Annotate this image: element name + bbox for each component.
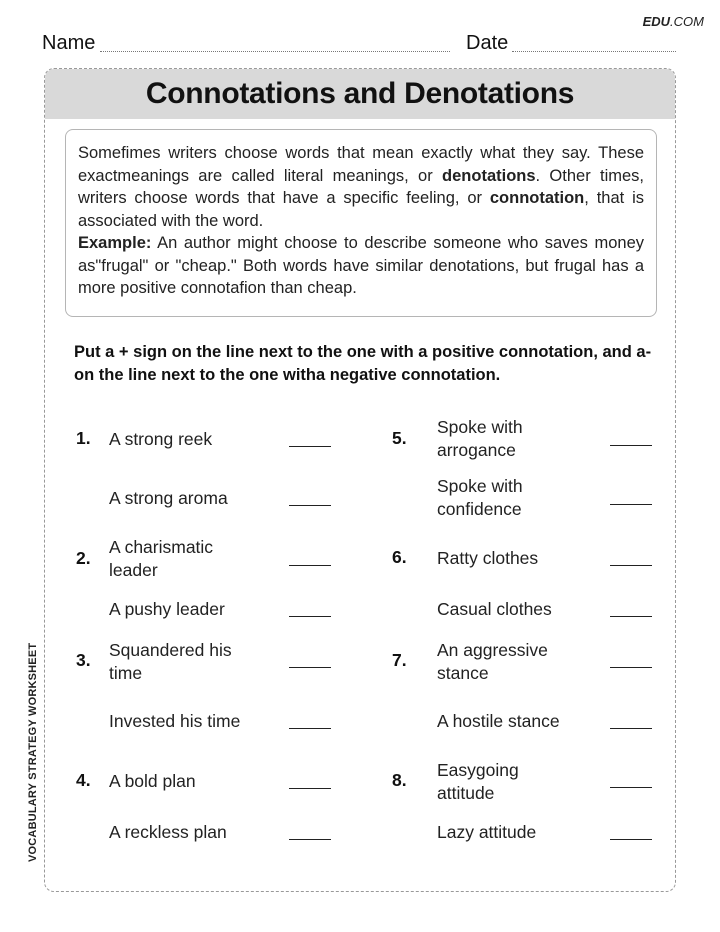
example-paragraph xyxy=(78,232,644,300)
item-1a: A strong reek xyxy=(109,429,213,449)
item-6a: Ratty clothes xyxy=(437,548,539,568)
item-number-6: 6. xyxy=(392,547,407,567)
item-number-2: 2. xyxy=(76,548,91,568)
answer-line-6a[interactable] xyxy=(610,565,652,566)
item-number-3: 3. xyxy=(76,650,91,670)
item-4b: A reckless plan xyxy=(109,822,227,842)
date-line[interactable] xyxy=(512,51,676,52)
answer-line-2a[interactable] xyxy=(289,565,331,566)
term-connotation: connotation xyxy=(489,189,585,207)
answer-line-2b[interactable] xyxy=(289,616,331,617)
answer-line-4a[interactable] xyxy=(289,788,331,789)
item-1b: A strong aroma xyxy=(109,488,228,508)
term-denotations: denotations xyxy=(442,166,536,185)
item-7b: A hostile stance xyxy=(437,711,560,731)
answer-line-5a[interactable] xyxy=(610,445,652,446)
item-number-8: 8. xyxy=(392,770,407,790)
item-number-4: 4. xyxy=(76,770,91,790)
instructions: Put a + sign on the line next to the one with a positive connotation, and a- on the line next to the one witha negative connotation. xyxy=(74,343,652,384)
item-number-5: 5. xyxy=(392,428,407,448)
date-label: Date xyxy=(466,32,509,54)
example-label: Example: xyxy=(78,234,152,252)
intro-text-3: , that is associated with the word. xyxy=(78,189,644,230)
answer-line-6b[interactable] xyxy=(610,616,652,617)
item-5a: Spoke with arrogance xyxy=(437,417,523,460)
name-line[interactable] xyxy=(100,51,450,52)
page-title: Connotations and Denotations xyxy=(145,77,575,110)
brand-logo xyxy=(643,14,704,29)
item-7a: An aggressive stance xyxy=(437,640,548,683)
item-4a: A bold plan xyxy=(109,771,196,791)
item-8a: Easygoing attitude xyxy=(437,760,519,803)
answer-line-3a[interactable] xyxy=(289,667,331,668)
answer-line-7a[interactable] xyxy=(610,667,652,668)
intro-text-1: Somefimes writers choose words that mean exactly what they say. These exactmeanings are called literal meanings, or xyxy=(78,144,644,185)
answer-line-1b[interactable] xyxy=(289,505,331,506)
worksheet-frame xyxy=(44,68,676,892)
item-2a: A charismatic leader xyxy=(109,537,214,580)
brand-rest: .COM xyxy=(670,14,704,29)
answer-line-1a[interactable] xyxy=(289,446,331,447)
item-3a: Squandered his time xyxy=(109,640,232,683)
answer-line-8b[interactable] xyxy=(610,839,652,840)
item-6b: Casual clothes xyxy=(437,599,552,619)
answer-line-4b[interactable] xyxy=(289,839,331,840)
intro-text-2: . Other times, writers choose words that have a specific feeling, or xyxy=(78,166,645,207)
item-3b: Invested his time xyxy=(109,711,241,731)
item-2b: A pushy leader xyxy=(109,599,225,619)
item-5b: Spoke with confidence xyxy=(437,476,523,519)
item-number-1: 1. xyxy=(76,428,91,448)
name-label: Name xyxy=(42,32,96,54)
example-text: An author might choose to describe someone who saves money as"frugal" or "cheap." Both words have similar denotations, but frugal has a more positive connotafion than cheap. xyxy=(78,234,644,297)
intro-paragraph xyxy=(78,142,644,232)
brand-bold: EDU xyxy=(642,14,671,29)
sidebar-label: VOCABULARY STRATEGY WORKSHEET xyxy=(27,642,39,862)
title-bar xyxy=(45,69,675,119)
intro-box xyxy=(65,129,657,317)
answer-line-5b[interactable] xyxy=(610,504,652,505)
answer-line-3b[interactable] xyxy=(289,728,331,729)
answer-line-7b[interactable] xyxy=(610,728,652,729)
item-8b: Lazy attitude xyxy=(437,822,537,842)
answer-line-8a[interactable] xyxy=(610,787,652,788)
item-number-7: 7. xyxy=(392,650,407,670)
